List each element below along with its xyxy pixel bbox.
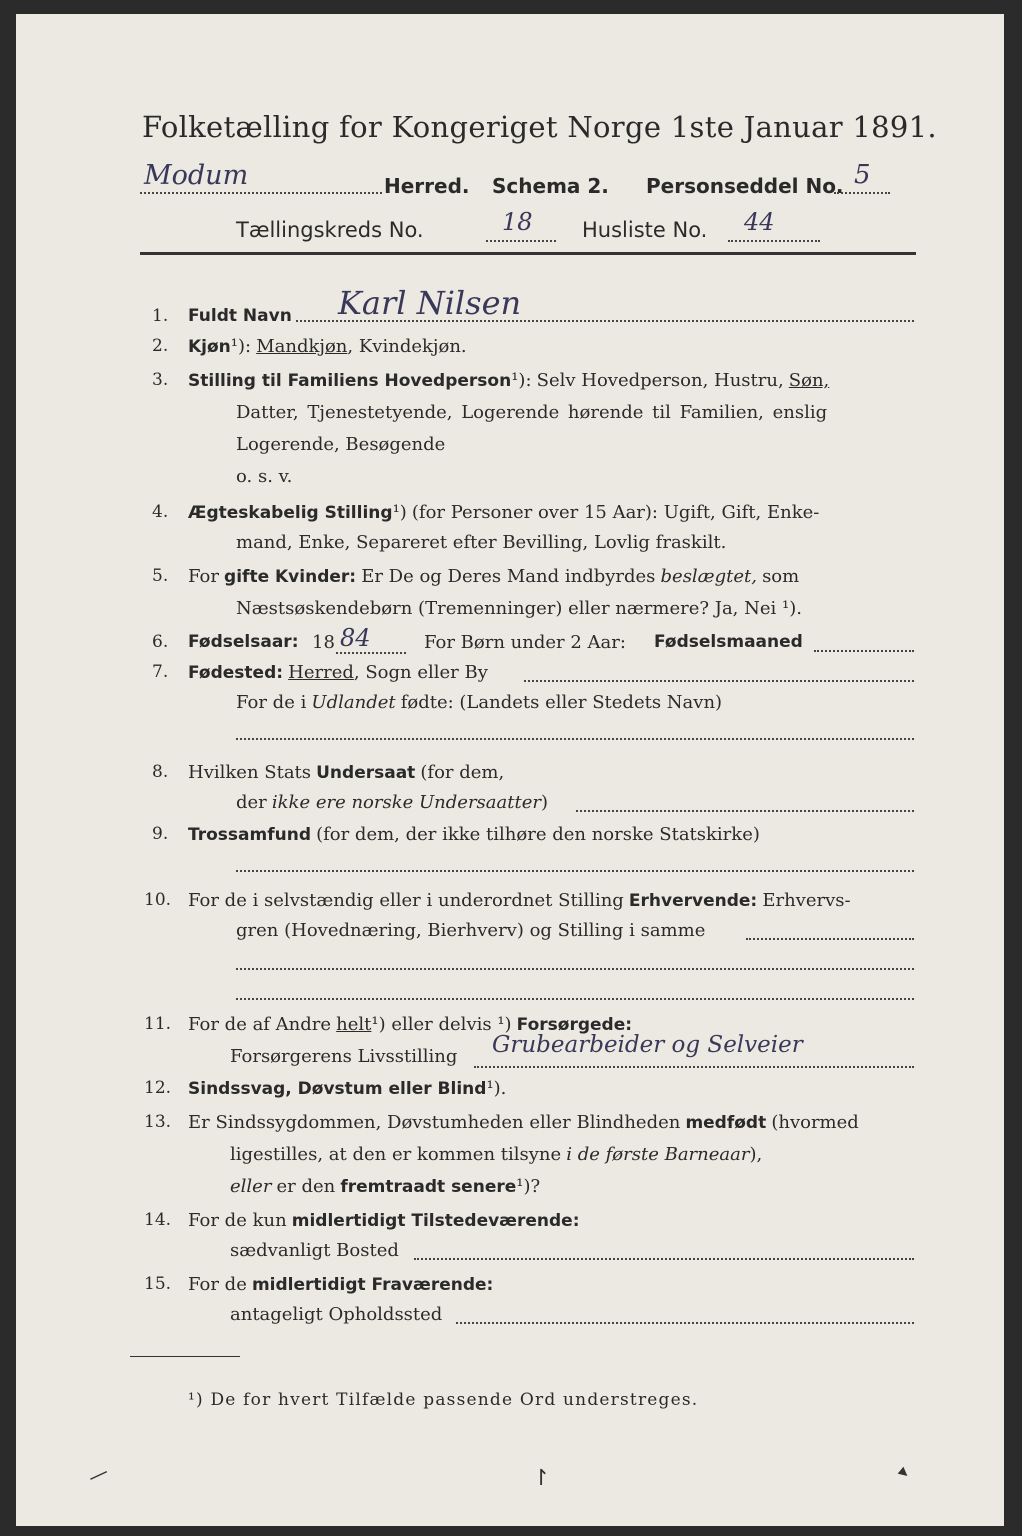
q13-barneaar: i de første Barneaar xyxy=(566,1144,750,1165)
q5-text-a: For xyxy=(188,566,219,587)
q13-fremtraadt: fremtraadt senere xyxy=(340,1177,517,1197)
ink-mark-center: ↾ xyxy=(532,1466,551,1491)
q3-line3: Logerende, Besøgende xyxy=(236,434,446,455)
header-divider xyxy=(140,252,916,255)
q3-number: 3. xyxy=(152,370,169,390)
q15-line1 xyxy=(188,1274,493,1295)
q6-year-prefix: 18 xyxy=(312,632,335,653)
taellingskreds-label: Tællingskreds No. xyxy=(236,218,424,242)
q10-line1 xyxy=(188,890,851,911)
q7-fill-line-2 xyxy=(236,738,914,740)
q5-text-c: Er De og Deres Mand indbyrdes xyxy=(361,566,656,587)
q7-line2 xyxy=(236,692,722,713)
taellingskreds-fill-line xyxy=(486,240,556,242)
ink-mark-right: ▸ xyxy=(894,1461,915,1484)
q12-number: 12. xyxy=(144,1078,172,1098)
q6-fodselsmaaned: Fødselsmaaned xyxy=(654,632,803,652)
personseddel-fill-line xyxy=(834,192,890,194)
q14-text-a: For de kun xyxy=(188,1210,287,1231)
q10-text-c: Erhvervs- xyxy=(762,890,851,911)
q15-text-a: For de xyxy=(188,1274,247,1295)
q5-beslaegtet: beslægtet, xyxy=(660,566,757,587)
q13-eller: eller xyxy=(230,1176,272,1197)
herred-label: Herred. xyxy=(384,174,470,198)
q11-value: Grubearbeider og Selveier xyxy=(492,1032,803,1058)
q8-fill-line xyxy=(576,810,914,812)
q7-text-a: For de i xyxy=(236,692,307,713)
q1-number: 1. xyxy=(152,306,169,326)
q2-sup: ¹): xyxy=(230,336,252,357)
q5-gifte-kvinder: gifte Kvinder: xyxy=(224,567,357,587)
q9-label: Trossamfund xyxy=(188,825,311,845)
q13-text-2a: ligestilles, at den er kommen tilsyne xyxy=(230,1144,562,1165)
husliste-label: Husliste No. xyxy=(582,218,708,242)
q5-line1 xyxy=(188,566,799,587)
q6-number: 6. xyxy=(152,632,169,652)
q7-number: 7. xyxy=(152,662,169,682)
q3-line2: Datter, Tjenestetyende, Logerende hørende til Familien, enslig xyxy=(236,402,828,423)
q1-label: Fuldt Navn xyxy=(188,306,292,326)
q11-line2: Forsørgerens Livsstilling xyxy=(230,1046,458,1067)
q11-text-a: For de af Andre xyxy=(188,1014,332,1035)
q2-line xyxy=(188,336,467,357)
q4-line2: mand, Enke, Separeret efter Bevilling, Lovlig fraskilt. xyxy=(236,532,727,553)
q8-text-a: Hvilken Stats xyxy=(188,762,312,783)
q5-text-e: som xyxy=(762,566,800,587)
q8-number: 8. xyxy=(152,762,169,782)
q7-options-rest: , Sogn eller By xyxy=(353,662,488,683)
q13-line3 xyxy=(230,1176,540,1197)
q13-sup: ¹)? xyxy=(516,1176,541,1197)
schema-label: Schema 2. xyxy=(492,174,609,198)
q6-year-fill xyxy=(336,652,406,654)
q4-line1 xyxy=(188,502,819,523)
q12-label: Sindssvag, Døvstum eller Blind xyxy=(188,1079,487,1099)
taellingskreds-value: 18 xyxy=(502,208,533,236)
q4-sup: ¹) xyxy=(392,502,407,523)
q13-text-c: (hvormed xyxy=(771,1112,859,1133)
q6-month-fill xyxy=(814,650,914,652)
q13-line2 xyxy=(230,1144,762,1165)
q8-line2 xyxy=(236,792,548,813)
q13-medfodt: medfødt xyxy=(685,1113,767,1133)
q1-name-value: Karl Nilsen xyxy=(338,284,522,322)
q10-text-a: For de i selvstændig eller i underordnet Stilling xyxy=(188,890,624,911)
q11-number: 11. xyxy=(144,1014,172,1034)
husliste-value: 44 xyxy=(744,208,775,236)
herred-fill-line xyxy=(140,192,382,194)
ink-mark-left: — xyxy=(83,1458,113,1490)
q2-label: Kjøn xyxy=(188,337,231,357)
q10-fill-line-1 xyxy=(746,938,914,940)
q11-text-c: ¹) eller delvis ¹) xyxy=(371,1014,512,1035)
q13-er-den: er den xyxy=(276,1176,336,1197)
q7-text-rest: fødte: (Landets eller Stedets Navn) xyxy=(400,692,723,713)
q3-options-a: Selv Hovedperson, Hustru, xyxy=(536,370,784,391)
q15-fravaerende: midlertidigt Fraværende: xyxy=(251,1275,494,1295)
q9-fill-line xyxy=(236,870,914,872)
q8-text-c: (for dem, xyxy=(420,762,505,783)
q6-label: Fødselsaar: xyxy=(188,632,299,652)
q14-line1 xyxy=(188,1210,580,1231)
q6-extra: For Børn under 2 Aar: xyxy=(424,632,626,653)
q10-number: 10. xyxy=(144,890,172,910)
q11-fill-line xyxy=(474,1066,914,1068)
q15-number: 15. xyxy=(144,1274,172,1294)
q5-number: 5. xyxy=(152,566,169,586)
q13-text-2c: ), xyxy=(749,1144,763,1165)
q13-number: 13. xyxy=(144,1112,172,1132)
q1-fill-line xyxy=(296,320,914,322)
q15-fill-line xyxy=(456,1322,914,1324)
q14-line2: sædvanligt Bosted xyxy=(230,1240,399,1261)
q7-label: Fødested: xyxy=(188,663,284,683)
q4-label: Ægteskabelig Stilling xyxy=(188,503,393,523)
q2-option-mandkjon: Mandkjøn xyxy=(256,336,348,357)
q11-forsorgede: Forsørgede: xyxy=(516,1015,633,1035)
q3-option-son: Søn, xyxy=(788,370,830,391)
q9-line1 xyxy=(188,824,760,845)
form-title: Folketælling for Kongeriget Norge 1ste Januar 1891. xyxy=(142,110,937,144)
footnote-divider xyxy=(130,1356,240,1357)
census-form-page xyxy=(16,14,1004,1526)
q8-line1 xyxy=(188,762,504,783)
personseddel-value: 5 xyxy=(854,160,871,190)
q14-fill-line xyxy=(414,1258,914,1260)
q5-line2: Næstsøskendebørn (Tremenninger) eller nærmere? Ja, Nei ¹). xyxy=(236,598,802,619)
personseddel-label: Personseddel No. xyxy=(646,174,844,198)
q8-ikke-ere-norske: ikke ere norske Undersaatter xyxy=(271,792,541,813)
q3-line4: o. s. v. xyxy=(236,466,293,487)
q4-number: 4. xyxy=(152,502,169,522)
q4-text1: (for Personer over 15 Aar): Ugift, Gift, Enke- xyxy=(411,502,820,523)
q7-udlandet: Udlandet xyxy=(311,692,396,713)
q7-fill-line xyxy=(524,680,914,682)
footnote: ¹) De for hvert Tilfælde passende Ord understreges. xyxy=(188,1390,699,1410)
q3-sup: ¹): xyxy=(511,370,532,391)
q12-line xyxy=(188,1078,506,1099)
q2-option-kvindekjon: , Kvindekjøn. xyxy=(347,336,467,357)
q3-label: Stilling til Familiens Hovedperson xyxy=(188,371,512,391)
herred-value: Modum xyxy=(144,160,249,191)
q3-line1 xyxy=(188,370,918,391)
q15-line2: antageligt Opholdssted xyxy=(230,1304,443,1325)
q9-number: 9. xyxy=(152,824,169,844)
q13-text-a: Er Sindssygdommen, Døvstumheden eller Blindheden xyxy=(188,1112,681,1133)
q8-der: der xyxy=(236,792,267,813)
q11-helt: helt xyxy=(336,1014,372,1035)
q10-erhvervende: Erhvervende: xyxy=(628,891,758,911)
q8-undersaat: Undersaat xyxy=(316,763,416,783)
q7-option-herred: Herred xyxy=(288,662,354,683)
q10-fill-line-2 xyxy=(236,968,914,970)
q14-number: 14. xyxy=(144,1210,172,1230)
q9-text: (for dem, der ikke tilhøre den norske Statskirke) xyxy=(316,824,760,845)
husliste-fill-line xyxy=(728,240,820,242)
q6-year-value: 84 xyxy=(340,624,371,652)
q10-line2: gren (Hovednæring, Bierhverv) og Stilling i samme xyxy=(236,920,706,941)
q8-close-paren: ) xyxy=(540,792,549,813)
q10-fill-line-3 xyxy=(236,998,914,1000)
q13-line1 xyxy=(188,1112,859,1133)
q7-line1 xyxy=(188,662,488,683)
q14-tilstedevaerende: midlertidigt Tilstedeværende: xyxy=(291,1211,580,1231)
q12-sup: ¹). xyxy=(486,1078,507,1099)
q2-number: 2. xyxy=(152,336,169,356)
